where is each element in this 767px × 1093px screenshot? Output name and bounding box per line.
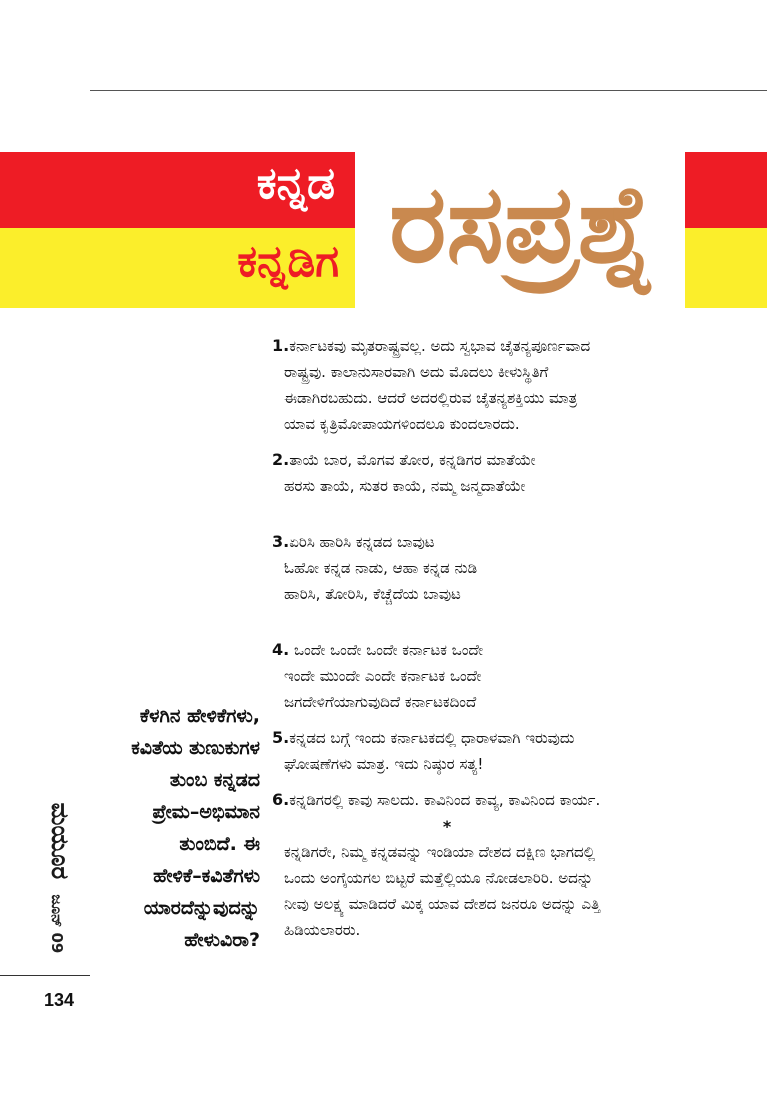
note-line: ಕನ್ನಡಿಗರೇ, ನಿಮ್ಮ ಕನ್ನಡವನ್ನು ಇಂಡಿಯಾ ದೇಶದ ದಕ್ಷಿಣ ಭಾಗದಲ್ಲಿ: [284, 843, 596, 861]
item-number: 1.: [272, 336, 290, 355]
item-line: ಹಾರಿಸಿ, ತೋರಿಸಿ, ಕೆಚ್ಚೆದೆಯ ಬಾವುಟ: [284, 585, 461, 603]
note-line: ನೀವು ಅಲಕ್ಷ್ಯ ಮಾಡಿದರೆ ಮಿಕ್ಕ ಯಾವ ದೇಶದ ಜನರೂ ಅದನ್ನು ಎತ್ತಿ: [284, 895, 601, 913]
item-line: ಕನ್ನಡದ ಬಗ್ಗೆ ಇಂದು ಕರ್ನಾಟಕದಲ್ಲಿ ಧಾರಾಳವಾಗಿ ಇರುವುದು: [289, 729, 575, 747]
banner-yellow-band-right: [685, 228, 767, 308]
question-line: ಕವಿತೆಯ ತುಣುಕುಗಳ: [131, 737, 260, 759]
question-line: ತುಂಬ ಕನ್ನಡದ: [169, 769, 260, 791]
note-line: ಒಂದು ಅಂಗೈಯಗಲ ಬಿಟ್ಟರೆ ಮತ್ತೆಲ್ಲಿಯೂ ನೋಡಲಾರಿರಿ. ಅದನ್ನು: [284, 869, 594, 887]
item-line: ಜಗದೇಳಿಗೆಯಾಗುವುದಿದೆ ಕರ್ನಾಟಕದಿಂದೆ: [284, 693, 477, 711]
item-number: 3.: [272, 532, 290, 551]
question-line: ತುಂಬಿದೆ. ಈ: [179, 833, 260, 855]
item-line: ಇಂದೇ ಮುಂದೇ ಎಂದೇ ಕರ್ನಾಟಕ ಒಂದೇ: [284, 667, 482, 685]
question-line: ಹೇಳಿಕೆ–ಕವಿತೆಗಳು: [153, 865, 260, 887]
item-line: ಏರಿಸಿ ಹಾರಿಸಿ ಕನ್ನಡದ ಬಾವುಟ: [289, 533, 435, 551]
item-line: ಹರಸು ತಾಯೆ, ಸುತರ ಕಾಯೆ, ನಮ್ಮ ಜನ್ಮದಾತೆಯೇ: [284, 477, 526, 495]
issue-date: ಜೂನ್ 09: [48, 894, 66, 954]
magazine-name: ಮಯೂರ: [46, 802, 74, 880]
item-line: ಕರ್ನಾಟಕವು ಮೃತರಾಷ್ಟ್ರವಲ್ಲ. ಅದು ಸ್ವಭಾವ ಚೈತನ್ಯಪೂರ್ಣವಾದ: [289, 337, 591, 355]
quiz-item-4: [272, 637, 742, 715]
sidebar-magazine-label: [40, 788, 80, 968]
item-line: ರಾಷ್ಟ್ರವು. ಕಾಲಾನುಸಾರವಾಗಿ ಅದು ಮೊದಲು ಕೀಳುಸ್ಥಿತಿಗೆ: [284, 363, 549, 381]
quiz-content: [272, 333, 742, 943]
title-kannada: ಕನ್ನಡ: [256, 158, 335, 209]
item-line: ಕನ್ನಡಿಗರಲ್ಲಿ ಕಾವು ಸಾಲದು. ಕಾವಿನಿಂದ ಕಾವ್ಯ, ಕಾವಿನಿಂದ ಕಾರ್ಯ.: [289, 791, 601, 809]
item-number: 6.: [272, 790, 290, 809]
top-rule: [90, 90, 767, 91]
item-line: ಈಡಾಗಿರಬಹುದು. ಆದರೆ ಅದರಲ್ಲಿರುವ ಚೈತನ್ಯಶಕ್ತಿಯು ಮಾತ್ರ: [284, 389, 578, 407]
title-kannadiga: ಕನ್ನಡಿಗ: [237, 236, 339, 287]
quiz-item-5: [272, 725, 742, 777]
question-line: ಯಾರದೆನ್ನುವುದನ್ನು: [143, 897, 260, 919]
closing-note: [272, 839, 742, 943]
quiz-item-1: [272, 333, 742, 437]
page-number: 134: [44, 990, 75, 1010]
question-line: ಕೆಳಗಿನ ಹೇಳಿಕೆಗಳು,: [139, 705, 260, 727]
note-line: ಹಿಡಿಯಲಾರರು.: [284, 921, 361, 939]
item-line: ತಾಯೆ ಬಾರ, ಮೊಗವ ತೋರ, ಕನ್ನಡಿಗರ ಮಾತೆಯೇ: [289, 451, 536, 469]
quiz-item-6: [272, 787, 742, 813]
separator-asterisk: *: [442, 817, 452, 836]
item-line: ಓಹೋ ಕನ್ನಡ ನಾಡು, ಆಹಾ ಕನ್ನಡ ನುಡಿ: [284, 559, 478, 577]
item-line: ಯಾವ ಕೃತ್ರಿಮೋಪಾಯಗಳಿಂದಲೂ ಕುಂದಲಾರದು.: [284, 415, 520, 433]
question-line: ಪ್ರೇಮ–ಅಭಿಮಾನ: [152, 801, 260, 823]
question-line: ಹೇಳುವಿರಾ?: [184, 929, 260, 951]
item-number: 5.: [272, 728, 290, 747]
page-title: ರಸಪ್ರಶ್ನೆ: [389, 162, 656, 287]
item-number: 4.: [272, 640, 290, 659]
item-number: 2.: [272, 450, 290, 469]
side-question: [96, 700, 260, 956]
item-line: ಘೋಷಣೆಗಳು ಮಾತ್ರ. ಇದು ನಿಷ್ಠುರ ಸತ್ಯ!: [284, 755, 484, 773]
quiz-item-3: [272, 529, 742, 607]
banner-red-band-right: [685, 152, 767, 228]
quiz-item-2: [272, 447, 742, 499]
footer-rule: [0, 975, 90, 976]
item-line: ಒಂದೇ ಒಂದೇ ಒಂದೇ ಕರ್ನಾಟಕ ಒಂದೇ: [294, 641, 484, 659]
